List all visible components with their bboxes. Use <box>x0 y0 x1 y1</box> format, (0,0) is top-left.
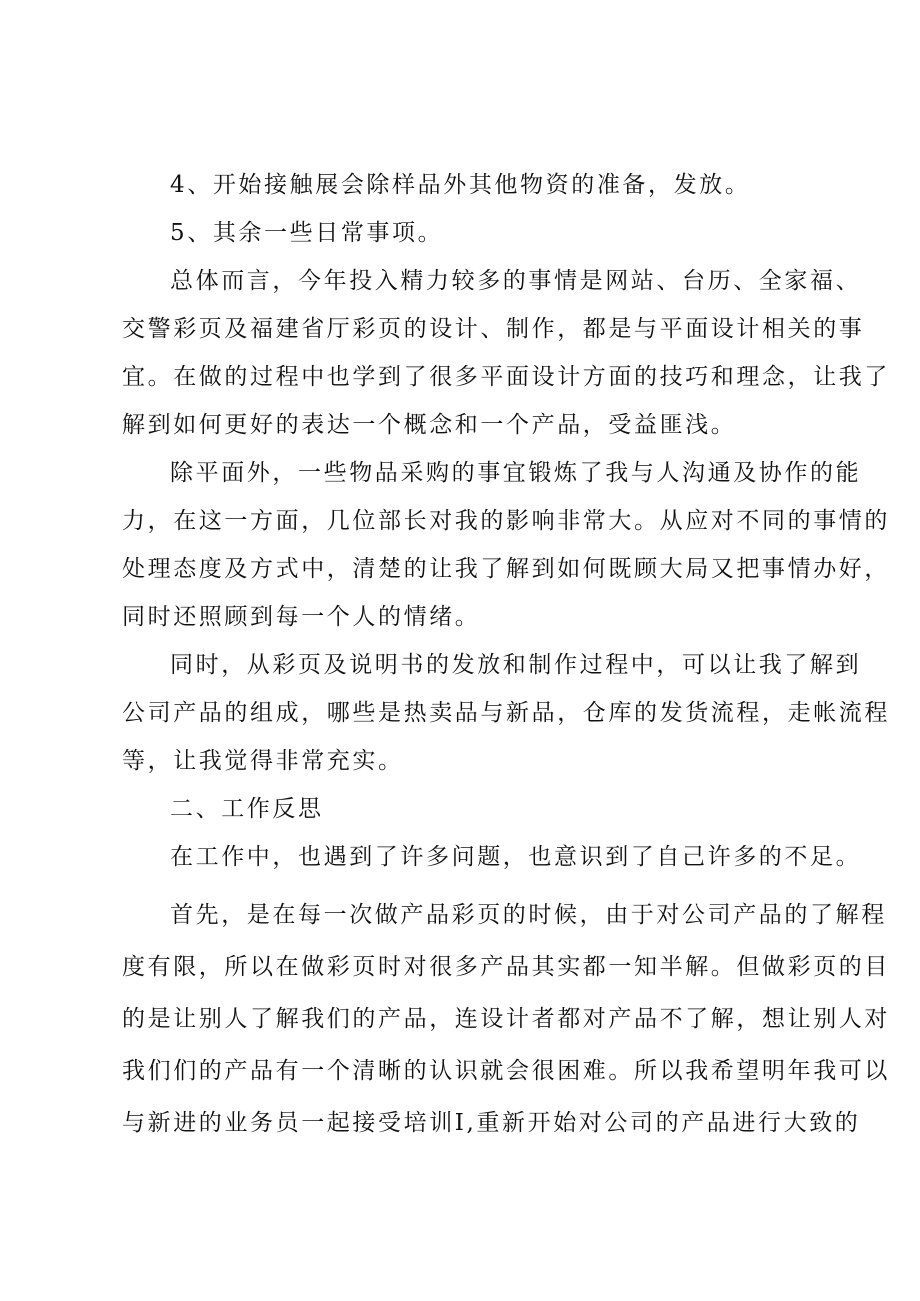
paragraph-first-line-5: 与新进的业务员一起接受培训Ⅰ,重新开始对公司的产品进行大致的 <box>122 1110 861 1136</box>
section-heading-reflection: 二、工作反思 <box>170 796 324 822</box>
paragraph-communication-line-4: 同时还照顾到每一个人的情绪。 <box>122 604 481 630</box>
paragraph-products-line-3: 等，让我觉得非常充实。 <box>122 748 404 774</box>
paragraph-products-line-2: 公司产品的组成，哪些是热卖品与新品，仓库的发货流程，走帐流程 <box>122 700 890 726</box>
paragraph-first-line-3: 的是让别人了解我们的产品，连设计者都对产品不了解，想让别人对 <box>122 1006 890 1032</box>
paragraph-summary-line-3: 宜。在做的过程中也学到了很多平面设计方面的技巧和理念，让我了 <box>122 364 890 390</box>
paragraph-reflection-intro: 在工作中，也遇到了许多问题，也意识到了自己许多的不足。 <box>170 844 862 870</box>
paragraph-communication-line-1: 除平面外，一些物品采购的事宜锻炼了我与人沟通及协作的能 <box>170 460 862 486</box>
paragraph-summary-line-4: 解到如何更好的表达一个概念和一个产品，受益匪浅。 <box>122 412 737 438</box>
paragraph-summary-line-1: 总体而言，今年投入精力较多的事情是网站、台历、全家福、 <box>170 268 862 294</box>
list-item-5: 5、其余一些日常事项。 <box>170 220 444 246</box>
paragraph-first-line-1: 首先，是在每一次做产品彩页的时候，由于对公司产品的了解程 <box>170 902 887 928</box>
paragraph-first-line-4: 我们们的产品有一个清晰的认识就会很困难。所以我希望明年我可以 <box>122 1058 890 1084</box>
list-item-4: 4、开始接触展会除样品外其他物资的准备，发放。 <box>170 172 751 198</box>
paragraph-communication-line-2: 力，在这一方面，几位部长对我的影响非常大。从应对不同的事情的 <box>122 508 890 534</box>
paragraph-first-line-2: 度有限，所以在做彩页时对很多产品其实都一知半解。但做彩页的目 <box>122 954 890 980</box>
paragraph-communication-line-3: 处理态度及方式中，清楚的让我了解到如何既顾大局又把事情办好， <box>122 556 890 582</box>
paragraph-products-line-1: 同时，从彩页及说明书的发放和制作过程中，可以让我了解到 <box>170 652 862 678</box>
paragraph-summary-line-2: 交警彩页及福建省厅彩页的设计、制作，都是与平面设计相关的事 <box>122 316 865 342</box>
